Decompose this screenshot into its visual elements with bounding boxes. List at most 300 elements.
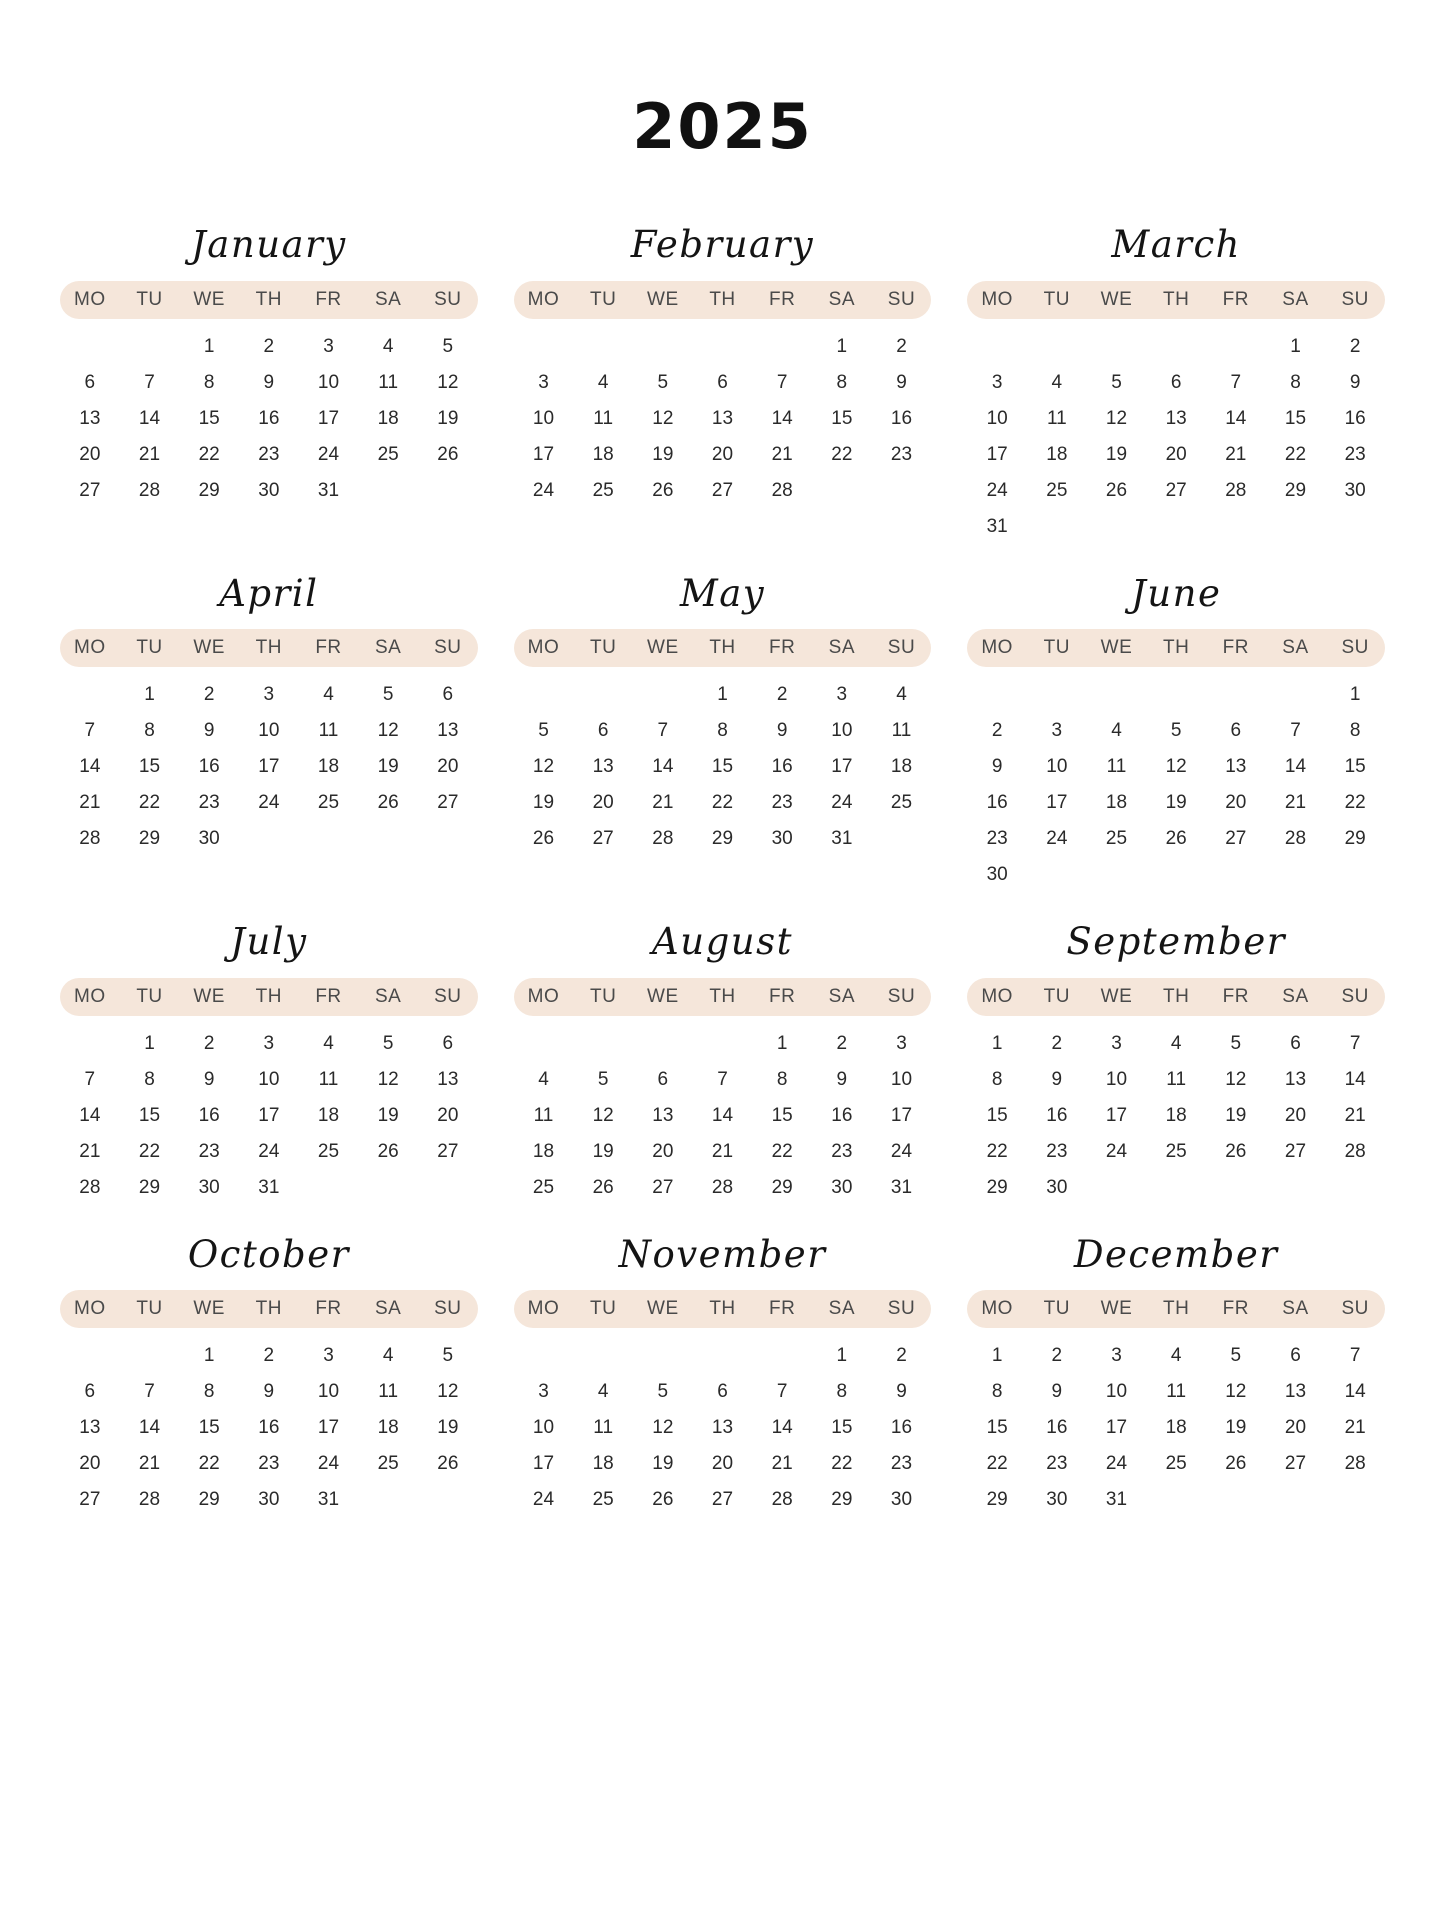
day-cell[interactable]: 1 (1349, 684, 1361, 706)
day-cell[interactable]: 4 (323, 1032, 334, 1054)
day-cell[interactable]: 29 (1344, 828, 1366, 850)
day-cell[interactable]: 29 (831, 1489, 853, 1511)
day-cell[interactable]: 4 (1170, 1032, 1182, 1054)
day-cell[interactable]: 7 (84, 720, 96, 742)
day-cell[interactable]: 23 (831, 1140, 853, 1162)
day-cell[interactable]: 9 (896, 1381, 907, 1403)
day-cell[interactable]: 1 (1290, 335, 1301, 357)
day-cell[interactable]: 4 (1111, 720, 1122, 742)
day-cell[interactable]: 13 (79, 407, 101, 429)
day-cell[interactable]: 7 (1349, 1032, 1361, 1054)
day-cell[interactable]: 2 (776, 684, 788, 706)
day-cell[interactable]: 1 (144, 1032, 155, 1054)
day-cell[interactable]: 15 (831, 1417, 853, 1439)
day-cell[interactable]: 5 (657, 371, 669, 393)
day-cell[interactable]: 25 (1165, 1140, 1187, 1162)
day-cell[interactable]: 1 (203, 335, 215, 357)
day-cell[interactable]: 16 (1046, 1417, 1068, 1439)
day-cell[interactable]: 31 (258, 1176, 280, 1198)
day-cell[interactable]: 21 (79, 792, 101, 814)
day-cell[interactable]: 7 (1290, 720, 1301, 742)
day-cell[interactable]: 31 (317, 1489, 340, 1511)
day-cell[interactable]: 5 (1230, 1032, 1242, 1054)
day-cell[interactable]: 19 (592, 1140, 614, 1162)
day-cell[interactable]: 9 (1051, 1381, 1063, 1403)
day-cell[interactable]: 16 (258, 1417, 280, 1439)
day-cell[interactable]: 22 (986, 1453, 1008, 1475)
day-cell[interactable]: 24 (986, 479, 1008, 501)
day-cell[interactable]: 13 (1284, 1381, 1307, 1403)
day-cell[interactable]: 14 (1284, 756, 1307, 778)
day-cell[interactable]: 16 (890, 407, 913, 429)
day-cell[interactable]: 17 (1105, 1104, 1128, 1126)
day-cell[interactable]: 2 (203, 1032, 215, 1054)
day-cell[interactable]: 20 (1284, 1417, 1307, 1439)
day-cell[interactable]: 23 (258, 1453, 280, 1475)
day-cell[interactable]: 24 (317, 1453, 340, 1475)
day-cell[interactable]: 29 (711, 828, 734, 850)
day-cell[interactable]: 8 (776, 1068, 788, 1090)
day-cell[interactable]: 6 (717, 371, 728, 393)
day-cell[interactable]: 23 (1344, 443, 1366, 465)
day-cell[interactable]: 15 (138, 756, 161, 778)
day-cell[interactable]: 28 (138, 1489, 161, 1511)
day-cell[interactable]: 31 (986, 515, 1008, 537)
day-cell[interactable]: 27 (1225, 828, 1247, 850)
day-cell[interactable]: 21 (138, 1453, 161, 1475)
day-cell[interactable]: 2 (836, 1032, 848, 1054)
day-cell[interactable]: 27 (592, 828, 614, 850)
day-cell[interactable]: 19 (377, 1104, 399, 1126)
day-cell[interactable]: 16 (831, 1104, 853, 1126)
day-cell[interactable]: 10 (1046, 756, 1068, 778)
day-cell[interactable]: 10 (317, 371, 340, 393)
day-cell[interactable]: 9 (203, 1068, 215, 1090)
day-cell[interactable]: 17 (831, 756, 853, 778)
day-cell[interactable]: 22 (198, 443, 220, 465)
day-cell[interactable]: 2 (1349, 335, 1361, 357)
day-cell[interactable]: 25 (377, 1453, 399, 1475)
day-cell[interactable]: 26 (437, 1453, 459, 1475)
day-cell[interactable]: 23 (771, 792, 793, 814)
day-cell[interactable]: 11 (891, 720, 912, 742)
day-cell[interactable]: 5 (1170, 720, 1182, 742)
day-cell[interactable]: 29 (198, 479, 220, 501)
day-cell[interactable]: 15 (1284, 407, 1307, 429)
day-cell[interactable]: 29 (138, 828, 161, 850)
day-cell[interactable]: 17 (317, 407, 340, 429)
day-cell[interactable]: 24 (317, 443, 340, 465)
day-cell[interactable]: 7 (144, 1381, 155, 1403)
day-cell[interactable]: 12 (1105, 407, 1128, 429)
day-cell[interactable]: 9 (263, 371, 275, 393)
day-cell[interactable]: 12 (377, 1068, 399, 1090)
day-cell[interactable]: 24 (831, 792, 853, 814)
day-cell[interactable]: 31 (1105, 1489, 1128, 1511)
day-cell[interactable]: 13 (1284, 1068, 1307, 1090)
day-cell[interactable]: 26 (1225, 1140, 1247, 1162)
day-cell[interactable]: 11 (593, 407, 614, 429)
day-cell[interactable]: 28 (1225, 479, 1247, 501)
day-cell[interactable]: 16 (1046, 1104, 1068, 1126)
day-cell[interactable]: 27 (1284, 1453, 1307, 1475)
day-cell[interactable]: 3 (323, 1345, 334, 1367)
day-cell[interactable]: 6 (657, 1068, 669, 1090)
day-cell[interactable]: 26 (652, 479, 674, 501)
day-cell[interactable]: 13 (592, 756, 614, 778)
day-cell[interactable]: 21 (79, 1140, 101, 1162)
day-cell[interactable]: 26 (652, 1489, 674, 1511)
day-cell[interactable]: 18 (1046, 443, 1068, 465)
day-cell[interactable]: 17 (532, 443, 555, 465)
day-cell[interactable]: 16 (771, 756, 793, 778)
day-cell[interactable]: 9 (836, 1068, 848, 1090)
day-cell[interactable]: 28 (1284, 828, 1307, 850)
day-cell[interactable]: 17 (532, 1453, 555, 1475)
day-cell[interactable]: 27 (1165, 479, 1187, 501)
day-cell[interactable]: 1 (991, 1345, 1003, 1367)
day-cell[interactable]: 9 (776, 720, 788, 742)
day-cell[interactable]: 29 (1284, 479, 1307, 501)
day-cell[interactable]: 6 (442, 1032, 454, 1054)
day-cell[interactable]: 5 (657, 1381, 669, 1403)
day-cell[interactable]: 12 (652, 1417, 674, 1439)
day-cell[interactable]: 4 (1051, 371, 1063, 393)
day-cell[interactable]: 7 (1230, 371, 1242, 393)
day-cell[interactable]: 8 (144, 720, 155, 742)
day-cell[interactable]: 12 (1225, 1068, 1247, 1090)
day-cell[interactable]: 2 (203, 684, 215, 706)
day-cell[interactable]: 15 (986, 1417, 1008, 1439)
day-cell[interactable]: 3 (896, 1032, 907, 1054)
day-cell[interactable]: 8 (203, 1381, 215, 1403)
day-cell[interactable]: 23 (890, 443, 913, 465)
day-cell[interactable]: 20 (592, 792, 614, 814)
day-cell[interactable]: 30 (198, 1176, 220, 1198)
day-cell[interactable]: 8 (836, 1381, 848, 1403)
day-cell[interactable]: 18 (592, 443, 614, 465)
day-cell[interactable]: 1 (203, 1345, 215, 1367)
day-cell[interactable]: 9 (1349, 371, 1361, 393)
day-cell[interactable]: 20 (652, 1140, 674, 1162)
day-cell[interactable]: 11 (533, 1104, 554, 1126)
day-cell[interactable]: 18 (1105, 792, 1128, 814)
day-cell[interactable]: 2 (263, 335, 275, 357)
day-cell[interactable]: 9 (263, 1381, 275, 1403)
day-cell[interactable]: 22 (831, 443, 853, 465)
day-cell[interactable]: 19 (652, 1453, 674, 1475)
day-cell[interactable]: 25 (532, 1176, 555, 1198)
day-cell[interactable]: 4 (538, 1068, 549, 1090)
day-cell[interactable]: 17 (890, 1104, 913, 1126)
day-cell[interactable]: 22 (986, 1140, 1008, 1162)
day-cell[interactable]: 2 (896, 335, 907, 357)
day-cell[interactable]: 21 (771, 443, 793, 465)
day-cell[interactable]: 11 (318, 1068, 339, 1090)
day-cell[interactable]: 3 (263, 1032, 275, 1054)
day-cell[interactable]: 24 (1046, 828, 1068, 850)
day-cell[interactable]: 30 (1344, 479, 1366, 501)
day-cell[interactable]: 9 (991, 756, 1003, 778)
day-cell[interactable]: 6 (1230, 720, 1242, 742)
day-cell[interactable]: 23 (258, 443, 280, 465)
day-cell[interactable]: 28 (138, 479, 161, 501)
day-cell[interactable]: 8 (1290, 371, 1301, 393)
day-cell[interactable]: 18 (592, 1453, 614, 1475)
day-cell[interactable]: 24 (258, 1140, 280, 1162)
day-cell[interactable]: 21 (138, 443, 161, 465)
day-cell[interactable]: 25 (1105, 828, 1128, 850)
day-cell[interactable]: 13 (1225, 756, 1247, 778)
day-cell[interactable]: 23 (198, 792, 220, 814)
day-cell[interactable]: 16 (198, 1104, 220, 1126)
day-cell[interactable]: 19 (1105, 443, 1128, 465)
day-cell[interactable]: 17 (258, 756, 280, 778)
day-cell[interactable]: 10 (258, 720, 280, 742)
day-cell[interactable]: 17 (258, 1104, 280, 1126)
day-cell[interactable]: 27 (1284, 1140, 1307, 1162)
day-cell[interactable]: 19 (377, 756, 399, 778)
day-cell[interactable]: 14 (771, 1417, 793, 1439)
day-cell[interactable]: 15 (986, 1104, 1008, 1126)
day-cell[interactable]: 30 (890, 1489, 913, 1511)
day-cell[interactable]: 16 (258, 407, 280, 429)
day-cell[interactable]: 10 (258, 1068, 280, 1090)
day-cell[interactable]: 3 (323, 335, 334, 357)
day-cell[interactable]: 20 (711, 1453, 734, 1475)
day-cell[interactable]: 7 (776, 1381, 788, 1403)
day-cell[interactable]: 10 (532, 1417, 555, 1439)
day-cell[interactable]: 10 (831, 720, 853, 742)
day-cell[interactable]: 7 (144, 371, 155, 393)
day-cell[interactable]: 19 (652, 443, 674, 465)
day-cell[interactable]: 2 (896, 1345, 907, 1367)
day-cell[interactable]: 5 (538, 720, 549, 742)
day-cell[interactable]: 3 (1111, 1345, 1122, 1367)
day-cell[interactable]: 14 (771, 407, 793, 429)
day-cell[interactable]: 20 (79, 443, 101, 465)
day-cell[interactable]: 25 (592, 479, 614, 501)
day-cell[interactable]: 27 (79, 1489, 101, 1511)
day-cell[interactable]: 8 (1349, 720, 1361, 742)
day-cell[interactable]: 19 (437, 407, 459, 429)
day-cell[interactable]: 8 (144, 1068, 155, 1090)
day-cell[interactable]: 19 (532, 792, 555, 814)
day-cell[interactable]: 18 (1165, 1417, 1187, 1439)
day-cell[interactable]: 10 (986, 407, 1008, 429)
day-cell[interactable]: 14 (138, 1417, 161, 1439)
day-cell[interactable]: 14 (652, 756, 674, 778)
day-cell[interactable]: 2 (1051, 1345, 1063, 1367)
day-cell[interactable]: 30 (986, 864, 1008, 886)
day-cell[interactable]: 19 (1225, 1417, 1247, 1439)
day-cell[interactable]: 17 (986, 443, 1008, 465)
day-cell[interactable]: 5 (1111, 371, 1122, 393)
day-cell[interactable]: 9 (203, 720, 215, 742)
day-cell[interactable]: 19 (437, 1417, 459, 1439)
day-cell[interactable]: 22 (1344, 792, 1366, 814)
day-cell[interactable]: 12 (652, 407, 674, 429)
day-cell[interactable]: 27 (79, 479, 101, 501)
day-cell[interactable]: 16 (986, 792, 1008, 814)
day-cell[interactable]: 7 (717, 1068, 728, 1090)
day-cell[interactable]: 29 (138, 1176, 161, 1198)
day-cell[interactable]: 29 (198, 1489, 220, 1511)
day-cell[interactable]: 21 (1225, 443, 1247, 465)
day-cell[interactable]: 12 (437, 371, 459, 393)
day-cell[interactable]: 5 (1230, 1345, 1242, 1367)
day-cell[interactable]: 10 (1105, 1068, 1128, 1090)
day-cell[interactable]: 1 (717, 684, 728, 706)
day-cell[interactable]: 13 (79, 1417, 101, 1439)
day-cell[interactable]: 16 (1344, 407, 1366, 429)
day-cell[interactable]: 30 (198, 828, 220, 850)
day-cell[interactable]: 28 (79, 828, 101, 850)
day-cell[interactable]: 24 (532, 1489, 555, 1511)
day-cell[interactable]: 21 (711, 1140, 734, 1162)
day-cell[interactable]: 24 (890, 1140, 913, 1162)
day-cell[interactable]: 28 (1344, 1140, 1366, 1162)
day-cell[interactable]: 12 (437, 1381, 459, 1403)
day-cell[interactable]: 26 (1105, 479, 1128, 501)
day-cell[interactable]: 12 (377, 720, 399, 742)
day-cell[interactable]: 24 (532, 479, 555, 501)
day-cell[interactable]: 8 (717, 720, 728, 742)
day-cell[interactable]: 26 (377, 1140, 399, 1162)
day-cell[interactable]: 14 (1225, 407, 1247, 429)
day-cell[interactable]: 20 (1225, 792, 1247, 814)
day-cell[interactable]: 3 (538, 371, 549, 393)
day-cell[interactable]: 28 (79, 1176, 101, 1198)
day-cell[interactable]: 26 (1225, 1453, 1247, 1475)
day-cell[interactable]: 20 (711, 443, 734, 465)
day-cell[interactable]: 25 (377, 443, 399, 465)
day-cell[interactable]: 23 (986, 828, 1008, 850)
day-cell[interactable]: 12 (532, 756, 555, 778)
day-cell[interactable]: 1 (776, 1032, 788, 1054)
day-cell[interactable]: 1 (836, 1345, 848, 1367)
day-cell[interactable]: 15 (711, 756, 734, 778)
day-cell[interactable]: 29 (986, 1176, 1008, 1198)
day-cell[interactable]: 30 (1046, 1489, 1068, 1511)
day-cell[interactable]: 5 (442, 1345, 454, 1367)
day-cell[interactable]: 1 (144, 684, 155, 706)
day-cell[interactable]: 23 (1046, 1453, 1068, 1475)
day-cell[interactable]: 4 (382, 1345, 394, 1367)
day-cell[interactable]: 26 (1165, 828, 1187, 850)
day-cell[interactable]: 2 (991, 720, 1003, 742)
day-cell[interactable]: 27 (437, 792, 459, 814)
day-cell[interactable]: 7 (657, 720, 669, 742)
day-cell[interactable]: 12 (1225, 1381, 1247, 1403)
day-cell[interactable]: 11 (1046, 407, 1067, 429)
day-cell[interactable]: 28 (1344, 1453, 1366, 1475)
day-cell[interactable]: 12 (1165, 756, 1187, 778)
day-cell[interactable]: 10 (317, 1381, 340, 1403)
day-cell[interactable]: 25 (317, 1140, 340, 1162)
day-cell[interactable]: 14 (1344, 1381, 1366, 1403)
day-cell[interactable]: 23 (1046, 1140, 1068, 1162)
day-cell[interactable]: 13 (437, 1068, 459, 1090)
day-cell[interactable]: 24 (1105, 1453, 1128, 1475)
day-cell[interactable]: 14 (79, 1104, 101, 1126)
day-cell[interactable]: 11 (378, 371, 399, 393)
day-cell[interactable]: 30 (831, 1176, 853, 1198)
day-cell[interactable]: 3 (1111, 1032, 1122, 1054)
day-cell[interactable]: 4 (597, 371, 609, 393)
day-cell[interactable]: 26 (377, 792, 399, 814)
day-cell[interactable]: 13 (652, 1104, 674, 1126)
day-cell[interactable]: 13 (437, 720, 459, 742)
day-cell[interactable]: 28 (711, 1176, 734, 1198)
day-cell[interactable]: 11 (593, 1417, 614, 1439)
day-cell[interactable]: 13 (711, 407, 734, 429)
day-cell[interactable]: 4 (1170, 1345, 1182, 1367)
day-cell[interactable]: 6 (1290, 1345, 1301, 1367)
day-cell[interactable]: 10 (532, 407, 555, 429)
day-cell[interactable]: 26 (437, 443, 459, 465)
day-cell[interactable]: 4 (382, 335, 394, 357)
day-cell[interactable]: 6 (442, 684, 454, 706)
day-cell[interactable]: 21 (1344, 1417, 1366, 1439)
day-cell[interactable]: 15 (198, 407, 220, 429)
day-cell[interactable]: 1 (991, 1032, 1003, 1054)
day-cell[interactable]: 13 (1165, 407, 1187, 429)
day-cell[interactable]: 2 (1051, 1032, 1063, 1054)
day-cell[interactable]: 9 (1051, 1068, 1063, 1090)
day-cell[interactable]: 4 (597, 1381, 609, 1403)
day-cell[interactable]: 8 (991, 1381, 1003, 1403)
day-cell[interactable]: 18 (317, 1104, 340, 1126)
day-cell[interactable]: 11 (318, 720, 339, 742)
day-cell[interactable]: 29 (771, 1176, 793, 1198)
day-cell[interactable]: 28 (771, 1489, 793, 1511)
day-cell[interactable]: 1 (836, 335, 848, 357)
day-cell[interactable]: 7 (84, 1068, 96, 1090)
day-cell[interactable]: 22 (1284, 443, 1307, 465)
day-cell[interactable]: 4 (896, 684, 907, 706)
day-cell[interactable]: 7 (776, 371, 788, 393)
day-cell[interactable]: 15 (831, 407, 853, 429)
day-cell[interactable]: 17 (1105, 1417, 1128, 1439)
day-cell[interactable]: 18 (377, 407, 399, 429)
day-cell[interactable]: 25 (592, 1489, 614, 1511)
day-cell[interactable]: 6 (1170, 371, 1182, 393)
day-cell[interactable]: 8 (991, 1068, 1003, 1090)
day-cell[interactable]: 15 (138, 1104, 161, 1126)
day-cell[interactable]: 27 (711, 1489, 734, 1511)
day-cell[interactable]: 19 (1165, 792, 1187, 814)
day-cell[interactable]: 11 (1106, 756, 1127, 778)
day-cell[interactable]: 5 (382, 684, 394, 706)
day-cell[interactable]: 17 (317, 1417, 340, 1439)
day-cell[interactable]: 17 (1046, 792, 1068, 814)
day-cell[interactable]: 10 (890, 1068, 913, 1090)
day-cell[interactable]: 6 (597, 720, 609, 742)
day-cell[interactable]: 5 (382, 1032, 394, 1054)
day-cell[interactable]: 6 (717, 1381, 728, 1403)
day-cell[interactable]: 26 (532, 828, 555, 850)
day-cell[interactable]: 23 (890, 1453, 913, 1475)
day-cell[interactable]: 25 (890, 792, 913, 814)
day-cell[interactable]: 20 (79, 1453, 101, 1475)
day-cell[interactable]: 2 (263, 1345, 275, 1367)
day-cell[interactable]: 29 (986, 1489, 1008, 1511)
day-cell[interactable]: 31 (317, 479, 340, 501)
day-cell[interactable]: 12 (592, 1104, 614, 1126)
day-cell[interactable]: 24 (1105, 1140, 1128, 1162)
day-cell[interactable]: 27 (437, 1140, 459, 1162)
